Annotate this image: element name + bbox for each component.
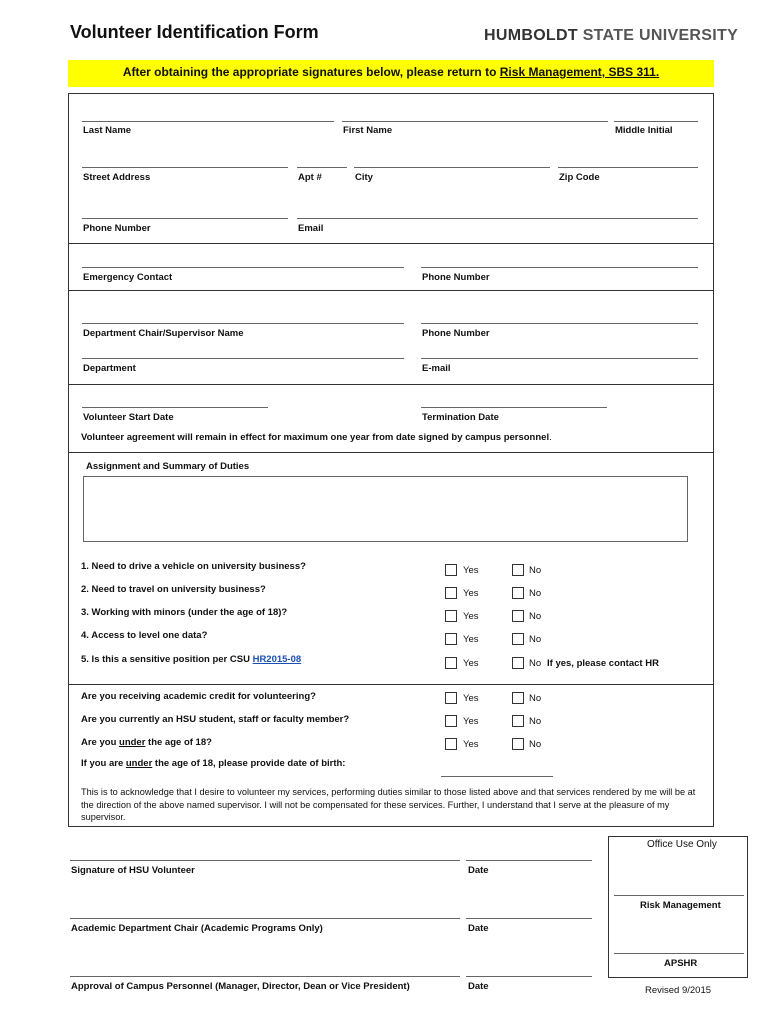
risk-management-line[interactable] (614, 895, 744, 896)
dob-text-after: the age of 18, please provide date of birth: (152, 758, 346, 769)
dob-underline: under (125, 758, 153, 769)
minors-no-checkbox[interactable] (512, 610, 524, 622)
drive-no-label: No (529, 565, 542, 576)
contact-hr-note: If yes, please contact HR (547, 658, 659, 669)
zip-label: Zip Code (559, 172, 600, 183)
credit-no-label: No (529, 693, 542, 704)
banner-return-location: Risk Management, SBS 311. (499, 65, 660, 79)
section-divider (68, 452, 714, 453)
under18-no-checkbox[interactable] (512, 738, 524, 750)
agreement-note-period: . (549, 432, 552, 443)
acknowledgement-text: This is to acknowledge that I desire to volunteer my services, performing duties similar to those listed above and that services rendered by me will be at the direction of the above named supervisor. I will not be compensated for these services. Further, I understand that I serve at the pleasure of my supervisor. (81, 787, 696, 822)
middle-initial-label: Middle Initial (615, 125, 673, 136)
termination-date-label: Termination Date (422, 412, 499, 423)
city-line[interactable] (354, 167, 550, 168)
supervisor-phone-line[interactable] (421, 323, 698, 324)
minors-yes-label: Yes (463, 611, 479, 622)
apshr-line[interactable] (614, 953, 744, 954)
under18-text-after: the age of 18? (145, 737, 212, 748)
last-name-label: Last Name (83, 125, 132, 136)
drive-yes-checkbox[interactable] (445, 564, 457, 576)
travel-yes-checkbox[interactable] (445, 587, 457, 599)
first-name-label: First Name (343, 125, 393, 136)
approval-date-label: Date (468, 981, 489, 992)
banner-text: After obtaining the appropriate signatures below, please return to (122, 65, 500, 79)
start-date-line[interactable] (82, 407, 268, 408)
credit-yes-label: Yes (463, 693, 479, 704)
volunteer-signature-label: Signature of HSU Volunteer (71, 865, 195, 876)
question-under-18 (81, 737, 212, 748)
emergency-contact-label: Emergency Contact (83, 272, 173, 283)
data-no-checkbox[interactable] (512, 633, 524, 645)
emergency-phone-label: Phone Number (422, 272, 490, 283)
question-academic-credit: Are you receiving academic credit for volunteering? (81, 691, 316, 702)
sensitive-text: 5. Is this a sensitive position per CSU (81, 654, 253, 665)
logo-humboldt: HUMBOLDT (484, 27, 578, 44)
termination-date-line[interactable] (421, 407, 607, 408)
travel-yes-label: Yes (463, 588, 479, 599)
credit-no-checkbox[interactable] (512, 692, 524, 704)
minors-yes-checkbox[interactable] (445, 610, 457, 622)
section-divider (68, 290, 714, 291)
sensitive-no-label: No (529, 658, 542, 669)
assignment-label: Assignment and Summary of Duties (86, 461, 250, 472)
dob-line[interactable] (441, 776, 553, 777)
logo-university: UNIVERSITY (639, 27, 739, 44)
question-hsu-member: Are you currently an HSU student, staff or faculty member? (81, 714, 350, 725)
supervisor-name-label: Department Chair/Supervisor Name (83, 328, 244, 339)
question-minors: 3. Working with minors (under the age of 18)? (81, 607, 288, 618)
zip-line[interactable] (558, 167, 698, 168)
department-email-label: E-mail (422, 363, 451, 374)
approval-date-line[interactable] (466, 976, 592, 977)
member-no-label: No (529, 716, 542, 727)
middle-initial-line[interactable] (614, 121, 698, 122)
chair-date-label: Date (468, 923, 489, 934)
supervisor-phone-label: Phone Number (422, 328, 490, 339)
chair-date-line[interactable] (466, 918, 592, 919)
risk-management-label: Risk Management (640, 900, 721, 911)
approval-signature-line[interactable] (70, 976, 460, 977)
email-label: Email (298, 223, 324, 234)
data-yes-checkbox[interactable] (445, 633, 457, 645)
approval-signature-label: Approval of Campus Personnel (Manager, Director, Dean or Vice President) (71, 981, 410, 992)
phone-label: Phone Number (83, 223, 151, 234)
sensitive-no-checkbox[interactable] (512, 657, 524, 669)
chair-signature-label: Academic Department Chair (Academic Programs Only) (71, 923, 323, 934)
member-no-checkbox[interactable] (512, 715, 524, 727)
sensitive-yes-label: Yes (463, 658, 479, 669)
under18-text-before: Are you (81, 737, 120, 748)
supervisor-name-line[interactable] (82, 323, 404, 324)
city-label: City (355, 172, 373, 183)
department-label: Department (83, 363, 136, 374)
apt-line[interactable] (297, 167, 347, 168)
hr2015-08-link[interactable]: HR2015-08 (252, 654, 302, 665)
under18-underline: under (119, 737, 146, 748)
member-yes-checkbox[interactable] (445, 715, 457, 727)
question-drive: 1. Need to drive a vehicle on university business? (81, 561, 306, 572)
volunteer-signature-line[interactable] (70, 860, 460, 861)
agreement-note (81, 432, 552, 443)
section-divider (68, 684, 714, 685)
department-line[interactable] (82, 358, 404, 359)
email-line[interactable] (297, 218, 698, 219)
office-use-title: Office Use Only (647, 839, 717, 850)
street-address-label: Street Address (83, 172, 151, 183)
drive-no-checkbox[interactable] (512, 564, 524, 576)
dob-text-before: If you are (81, 758, 126, 769)
member-yes-label: Yes (463, 716, 479, 727)
under18-no-label: No (529, 739, 542, 750)
section-divider (68, 384, 714, 385)
sensitive-yes-checkbox[interactable] (445, 657, 457, 669)
minors-no-label: No (529, 611, 542, 622)
credit-yes-checkbox[interactable] (445, 692, 457, 704)
department-email-line[interactable] (421, 358, 698, 359)
data-no-label: No (529, 634, 542, 645)
phone-line[interactable] (82, 218, 288, 219)
street-address-line[interactable] (82, 167, 288, 168)
under18-yes-checkbox[interactable] (445, 738, 457, 750)
emergency-contact-line[interactable] (82, 267, 404, 268)
logo-state: STATE (582, 27, 635, 44)
instruction-banner (68, 60, 714, 87)
question-level-one-data: 4. Access to level one data? (81, 630, 208, 641)
agreement-note-text: Volunteer agreement will remain in effect for maximum one year from date signed by campus personnel (81, 432, 550, 443)
volunteer-date-line[interactable] (466, 860, 592, 861)
assignment-textbox[interactable] (83, 476, 688, 542)
start-date-label: Volunteer Start Date (83, 412, 174, 423)
question-travel: 2. Need to travel on university business? (81, 584, 266, 595)
form-title: Volunteer Identification Form (70, 22, 319, 42)
travel-no-checkbox[interactable] (512, 587, 524, 599)
under18-yes-label: Yes (463, 739, 479, 750)
volunteer-date-label: Date (468, 865, 489, 876)
apt-label: Apt # (298, 172, 322, 183)
first-name-line[interactable] (342, 121, 608, 122)
university-logo (484, 27, 738, 45)
revision-date: Revised 9/2015 (645, 985, 712, 996)
last-name-line[interactable] (82, 121, 334, 122)
emergency-phone-line[interactable] (421, 267, 698, 268)
question-sensitive-position (81, 654, 301, 665)
chair-signature-line[interactable] (70, 918, 460, 919)
section-divider (68, 243, 714, 244)
apshr-label: APSHR (664, 958, 698, 969)
drive-yes-label: Yes (463, 565, 479, 576)
dob-prompt (81, 758, 345, 769)
data-yes-label: Yes (463, 634, 479, 645)
travel-no-label: No (529, 588, 542, 599)
